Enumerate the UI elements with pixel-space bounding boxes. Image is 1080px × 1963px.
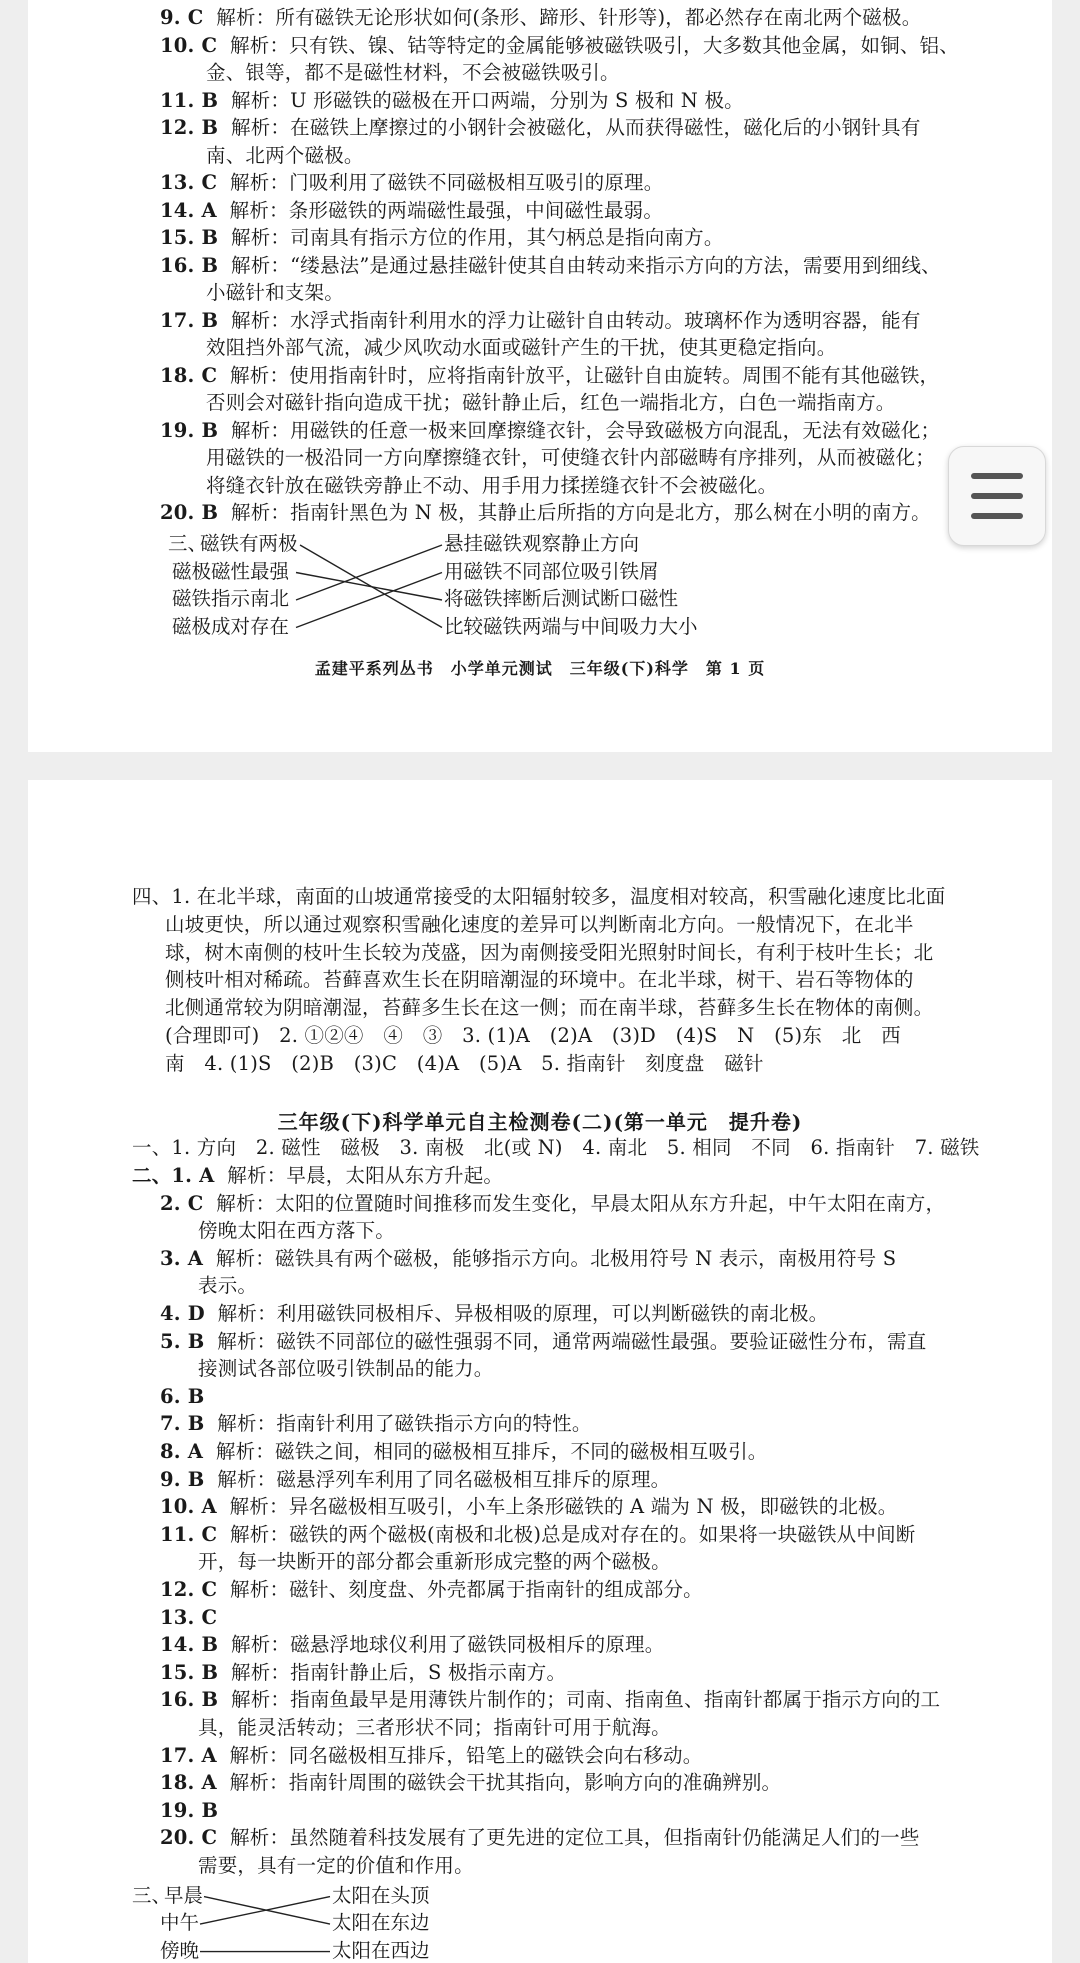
- question-number: 20. C: [160, 1826, 218, 1850]
- question-number: 16. B: [160, 1688, 219, 1712]
- explanation-text: 用磁铁的一极沿同一方向摩擦缝衣针，可使缝衣针内部磁畴有序排列，从而被磁化；: [206, 446, 935, 469]
- question-number: 6. B: [160, 1384, 205, 1408]
- explanation-text: 解析：指南针周围的磁铁会干扰其指向，影响方向的准确辨别。: [229, 1771, 782, 1795]
- explanation-text: 北侧通常较为阴暗潮湿，苔藓多生长在这一侧；而在南半球，苔藓多生长在物体的南侧。: [165, 996, 934, 1020]
- hamburger-icon: [971, 473, 1023, 479]
- question-number: 15. B: [160, 226, 219, 249]
- explanation-text: 开，每一块断开的部分都会重新形成完整的两个磁极。: [198, 1550, 671, 1574]
- explanation-text: 解析：“缕悬法”是通过悬挂磁针使其自由转动来指示方向的方法，需要用到细线、: [231, 253, 941, 277]
- match-left-item: 早晨: [164, 1883, 204, 1907]
- test-title: 三年级(下)科学单元自主检测卷(二)(第一单元 提升卷): [277, 1110, 803, 1134]
- match-connector: [296, 573, 442, 601]
- explanation-text: 金、银等，都不是磁性材料，不会被磁铁吸引。: [206, 61, 620, 84]
- explanation-text: 解析：早晨，太阳从东方升起。: [227, 1164, 504, 1187]
- match-right-item: 用磁铁不同部位吸引铁屑: [444, 559, 659, 583]
- question-number: 20. B: [160, 501, 219, 524]
- question-number: 16. B: [160, 253, 219, 277]
- match-right-item: 将磁铁摔断后测试断口磁性: [444, 587, 679, 610]
- explanation-text: 解析：门吸利用了磁铁不同磁极相互吸引的原理。: [230, 171, 664, 194]
- question-number: 18. A: [160, 1771, 217, 1795]
- answer-page-2: [28, 780, 1052, 1963]
- question-number: 13. C: [160, 1605, 218, 1629]
- explanation-text: 南 4. (1)S (2)B (3)C (4)A (5)A 5. 指南针 刻度盘 磁针: [165, 1051, 764, 1075]
- explanation-text: 解析：太阳的位置随时间推移而发生变化，早晨太阳从东方升起，中午太阳在南方，: [216, 1191, 946, 1215]
- explanation-text: 四、1. 在北半球，南面的山坡通常接受的太阳辐射较多，温度相对较高，积雪融化速度比北面: [132, 885, 946, 908]
- match-right-item: 太阳在头顶: [332, 1883, 430, 1907]
- explanation-text: 解析：磁悬浮列车利用了同名磁极相互排斥的原理。: [217, 1467, 671, 1491]
- question-number: 11. B: [160, 88, 219, 112]
- explanation-text: 一、1. 方向 2. 磁性 磁极 3. 南极 北(或 N) 4. 南北 5. 相同 不同 6. 指南针 7. 磁铁: [132, 1136, 980, 1159]
- explanation-text: 解析：磁铁的两个磁极(南极和北极)总是成对存在的。如果将一块磁铁从中间断: [230, 1522, 916, 1546]
- question-number: 5. B: [160, 1329, 205, 1353]
- hamburger-icon: [971, 513, 1023, 519]
- explanation-text: 解析：司南具有指示方位的作用，其勺柄总是指向南方。: [231, 226, 724, 249]
- explanation-text: 解析：指南鱼最早是用薄铁片制作的；司南、指南鱼、指南针都属于指示方向的工: [231, 1688, 941, 1712]
- match-left-item: 磁极磁性最强: [172, 559, 290, 583]
- match-right-item: 比较磁铁两端与中间吸力大小: [444, 614, 698, 638]
- explanation-text: 需要，具有一定的价值和作用。: [198, 1854, 474, 1877]
- question-number: 18. C: [160, 363, 218, 387]
- explanation-text: 侧枝叶相对稀疏。苔藓喜欢生长在阴暗潮湿的环境中。在北半球，树干、岩石等物体的: [165, 968, 914, 992]
- explanation-text: 球，树木南侧的枝叶生长较为茂盛，因为南侧接受阳光照射时间长，有利于枝叶生长；北: [165, 940, 934, 964]
- explanation-text: 解析：水浮式指南针利用水的浮力让磁针自由转动。玻璃杯作为透明容器，能有: [231, 308, 921, 332]
- hamburger-icon: [971, 493, 1023, 499]
- question-number: 3. A: [160, 1246, 204, 1270]
- explanation-text: 解析：磁铁具有两个磁极，能够指示方向。北极用符号 N 表示，南极用符号 S: [215, 1246, 897, 1270]
- question-number: 19. B: [160, 1798, 219, 1822]
- explanation-text: 效阻挡外部气流，减少风吹动水面或磁针产生的干扰，使其更稳定指向。: [206, 336, 837, 359]
- section-three-label: 三、: [168, 532, 208, 555]
- question-number: 13. C: [160, 171, 218, 194]
- match-left-item: 磁铁有两极: [200, 532, 298, 555]
- explanation-text: 否则会对磁针指向造成干扰；磁针静止后，红色一端指北方，白色一端指南方。: [206, 391, 896, 414]
- question-number: 8. A: [160, 1440, 204, 1463]
- explanation-text: 解析：指南针黑色为 N 极，其静止后所指的方向是北方，那么树在小明的南方。: [231, 501, 931, 524]
- match-connector: [296, 545, 442, 600]
- match-connector: [296, 573, 442, 628]
- explanation-text: 解析：所有磁铁无论形状如何(条形、蹄形、针形等)，都必然存在南北两个磁极。: [216, 6, 922, 29]
- match-right-item: 太阳在西边: [332, 1938, 430, 1962]
- match-left-item: 磁极成对存在: [172, 614, 290, 638]
- question-number: 12. C: [160, 1578, 218, 1601]
- explanation-text: (合理即可) 2. ①②④ ④ ③ 3. (1)A (2)A (3)D (4)S N (5)东 北 西: [165, 1024, 901, 1047]
- explanation-text: 解析：利用磁铁同极相斥、异极相吸的原理，可以判断磁铁的南北极。: [217, 1302, 829, 1325]
- explanation-text: 将缝衣针放在磁铁旁静止不动、用手用力揉搓缝衣针不会被磁化。: [206, 473, 778, 497]
- match-left-item: 磁铁指示南北: [172, 587, 290, 610]
- question-number: 7. B: [160, 1412, 205, 1436]
- explanation-text: 解析：指南针利用了磁铁指示方向的特性。: [217, 1412, 592, 1436]
- explanation-text: 解析：指南针静止后，S 极指示南方。: [231, 1660, 567, 1684]
- question-number: 19. B: [160, 418, 219, 442]
- explanation-text: 接测试各部位吸引铁制品的能力。: [198, 1357, 494, 1381]
- question-number: 4. D: [160, 1302, 205, 1325]
- question-number: 14. A: [160, 198, 217, 222]
- question-number: 9. C: [160, 6, 204, 29]
- explanation-text: 小磁针和支架。: [206, 281, 344, 304]
- explanation-text: 解析：同名磁极相互排斥，铅笔上的磁铁会向右移动。: [229, 1743, 703, 1767]
- question-number: 15. B: [160, 1660, 219, 1684]
- match-left-item: 中午: [160, 1911, 200, 1935]
- explanation-text: 具，能灵活转动；三者形状不同；指南针可用于航海。: [198, 1716, 671, 1739]
- question-number: 10. C: [160, 33, 218, 57]
- question-number: 12. B: [160, 116, 219, 139]
- explanation-text: 解析：使用指南针时，应将指南针放平，让磁针自由旋转。周围不能有其他磁铁，: [230, 363, 940, 387]
- match-right-item: 悬挂磁铁观察静止方向: [444, 532, 640, 555]
- question-number: 17. A: [160, 1743, 217, 1767]
- explanation-text: 解析：虽然随着科技发展有了更先进的定位工具，但指南针仍能满足人们的一些: [230, 1826, 920, 1850]
- explanation-text: 傍晚太阳在西方落下。: [198, 1219, 396, 1243]
- question-number: 10. A: [160, 1495, 217, 1519]
- explanation-text: 解析：在磁铁上摩擦过的小钢针会被磁化，从而获得磁性，磁化后的小钢针具有: [231, 116, 921, 139]
- explanation-text: 解析：磁针、刻度盘、外壳都属于指南针的组成部分。: [230, 1578, 703, 1601]
- explanation-text: 山坡更快，所以通过观察积雪融化速度的差异可以判断南北方向。一般情况下，在北半: [165, 912, 914, 936]
- explanation-text: 解析：异名磁极相互吸引，小车上条形磁铁的 A 端为 N 极，即磁铁的北极。: [229, 1495, 898, 1519]
- explanation-text: 南、北两个磁极。: [206, 143, 364, 167]
- explanation-text: 解析：磁悬浮地球仪利用了磁铁同极相斥的原理。: [231, 1633, 665, 1657]
- explanation-text: 解析：磁铁不同部位的磁性强弱不同，通常两端磁性最强。要验证磁性分布，需直: [217, 1329, 927, 1353]
- question-number: 2. C: [160, 1191, 204, 1215]
- explanation-text: 解析：条形磁铁的两端磁性最强，中间磁性最弱。: [229, 198, 664, 222]
- explanation-text: 解析：U 形磁铁的磁极在开口两端，分别为 S 极和 N 极。: [231, 88, 744, 112]
- answer-page-1: [28, 0, 1052, 752]
- page-footer: 孟建平系列丛书 小学单元测试 三年级(下)科学 第 1 页: [314, 659, 766, 678]
- match-right-item: 太阳在东边: [332, 1911, 430, 1935]
- menu-button[interactable]: [948, 446, 1046, 546]
- question-number: 11. C: [160, 1522, 218, 1546]
- section-three-label: 三、: [132, 1883, 172, 1907]
- explanation-text: 解析：只有铁、镍、钴等特定的金属能够被磁铁吸引，大多数其他金属，如铜、铝、: [230, 33, 959, 57]
- explanation-text: 解析：用磁铁的任意一极来回摩擦缝衣针，会导致磁极方向混乱，无法有效磁化；: [231, 418, 941, 442]
- explanation-text: 表示。: [198, 1274, 258, 1298]
- question-number: 二、1. A: [132, 1164, 215, 1187]
- match-left-item: 傍晚: [160, 1938, 200, 1962]
- matching-lines: [28, 780, 1052, 1963]
- question-number: 17. B: [160, 308, 219, 332]
- question-number: 14. B: [160, 1633, 219, 1657]
- question-number: 9. B: [160, 1467, 205, 1491]
- matching-lines: [28, 0, 1052, 752]
- explanation-text: 解析：磁铁之间，相同的磁极相互排斥，不同的磁极相互吸引。: [215, 1440, 768, 1463]
